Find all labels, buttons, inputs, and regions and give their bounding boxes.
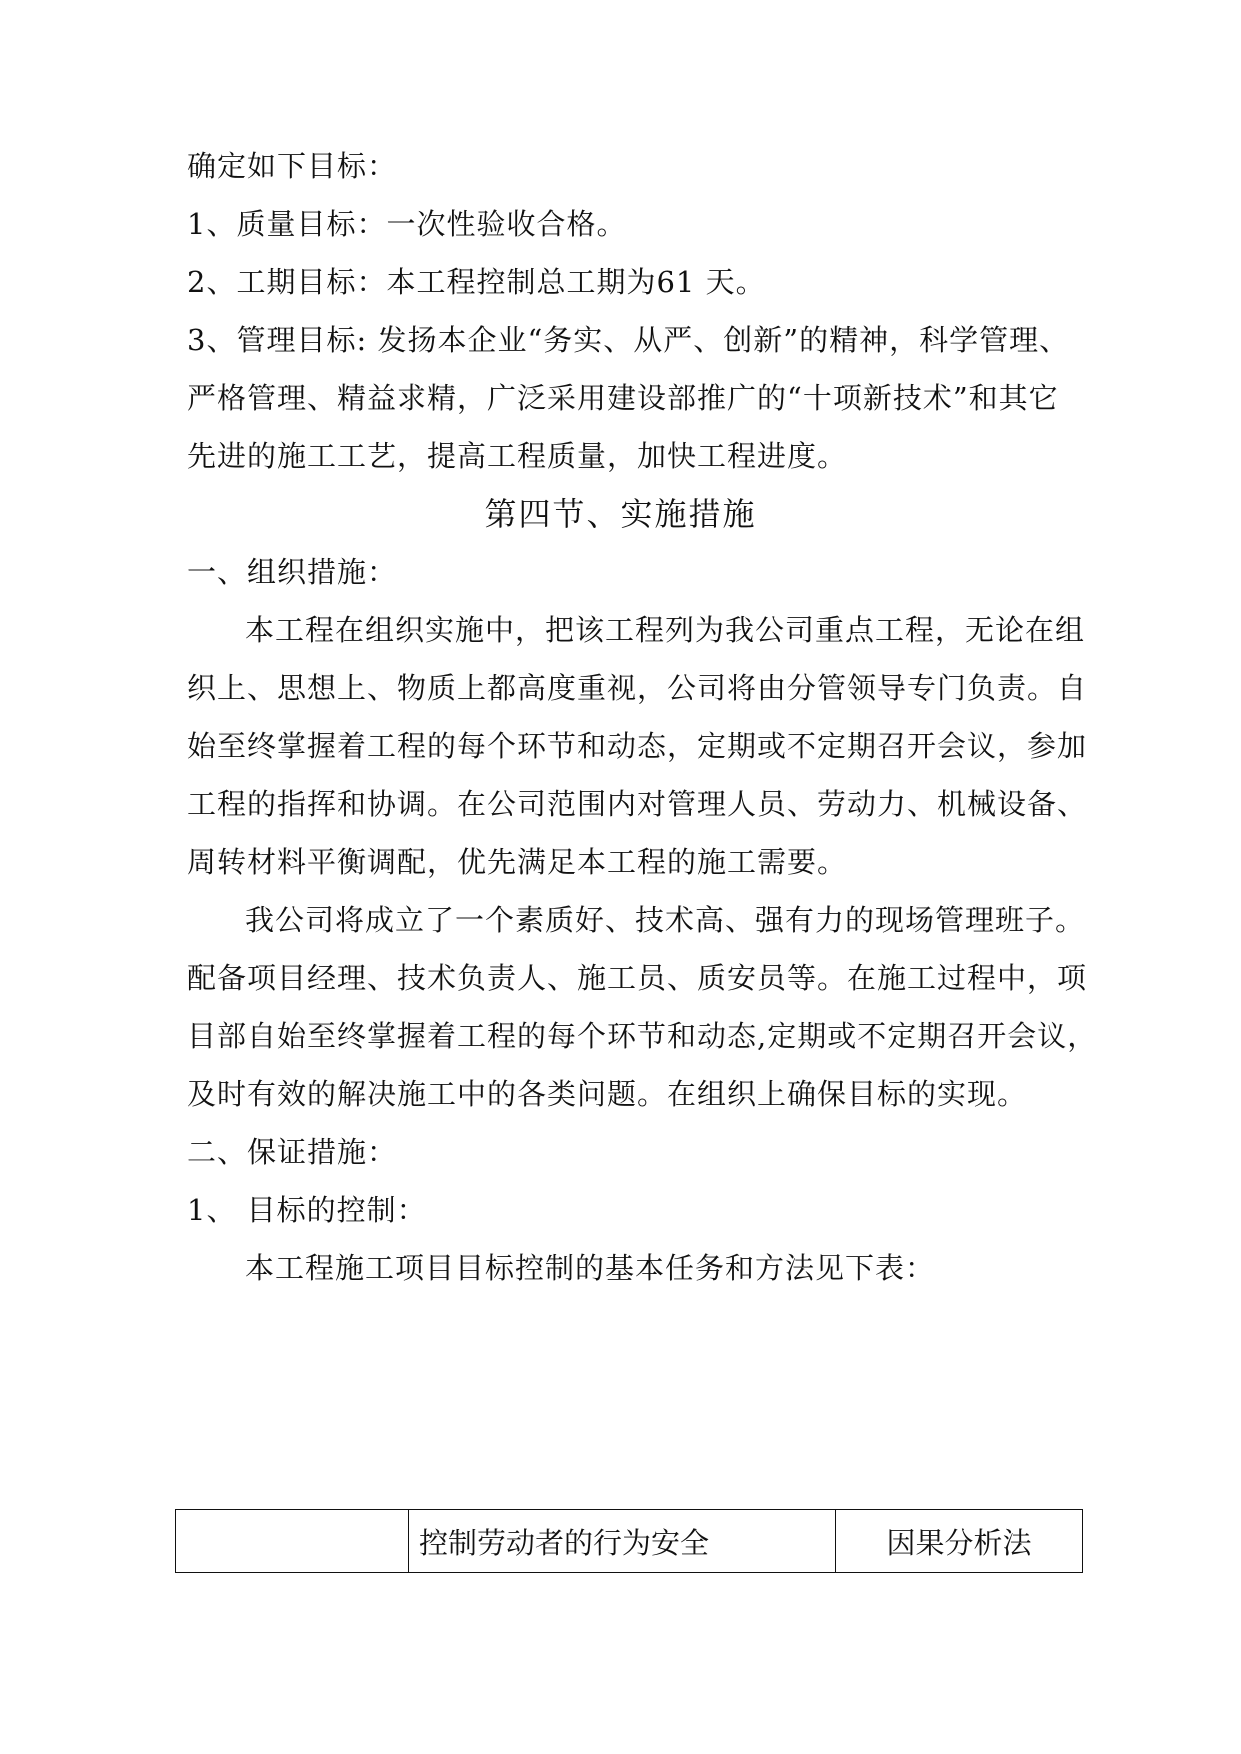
goal-quality: 1、质量目标：一次性验收合格。 bbox=[187, 207, 627, 241]
intro-line: 确定如下目标： bbox=[187, 149, 398, 183]
goal-schedule: 2、工期目标：本工程控制总工期为61 天。 bbox=[187, 265, 766, 299]
org-para1-line2: 织上、思想上、物质上都高度重视，公司将由分管领导专门负责。自 bbox=[187, 671, 1088, 705]
section-title: 第四节、实施措施 bbox=[484, 495, 757, 533]
org-para2-line3: 目部自始至终掌握着工程的每个环节和动态,定期或不定期召开会议， bbox=[187, 1019, 1098, 1053]
org-para2-line4: 及时有效的解决施工中的各类问题。在组织上确保目标的实现。 bbox=[187, 1077, 1028, 1111]
target-control-text: 本工程施工项目目标控制的基本任务和方法见下表： bbox=[245, 1251, 936, 1285]
table-cell-category bbox=[176, 1510, 409, 1573]
org-para1-line5: 周转材料平衡调配，优先满足本工程的施工需要。 bbox=[187, 845, 848, 879]
org-para1-line4: 工程的指挥和协调。在公司范围内对管理人员、劳动力、机械设备、 bbox=[187, 787, 1088, 821]
org-measures-title: 一、组织措施： bbox=[187, 555, 398, 589]
target-control-title: 1、 目标的控制： bbox=[187, 1193, 427, 1227]
table-cell-method: 因果分析法 bbox=[836, 1510, 1083, 1573]
goal-management-cont-2: 先进的施工工艺，提高工程质量，加快工程进度。 bbox=[187, 439, 848, 473]
org-para2-line2: 配备项目经理、技术负责人、施工员、质安员等。在施工过程中，项 bbox=[187, 961, 1088, 995]
table-row bbox=[176, 1510, 1083, 1573]
goal-management: 3、管理目标: 发扬本企业“务实、从严、创新”的精神，科学管理、 bbox=[187, 323, 1070, 357]
table-cell-task: 控制劳动者的行为安全 bbox=[409, 1510, 836, 1573]
goal-management-cont-1: 严格管理、精益求精，广泛采用建设部推广的“十项新技术”和其它 bbox=[187, 381, 1059, 415]
guarantee-measures-title: 二、保证措施： bbox=[187, 1135, 398, 1169]
org-para1-line1: 本工程在组织实施中，把该工程列为我公司重点工程，无论在组 bbox=[245, 613, 1086, 647]
org-para2-line1: 我公司将成立了一个素质好、技术高、强有力的现场管理班子。 bbox=[245, 903, 1086, 937]
control-methods-table bbox=[175, 1509, 1083, 1573]
org-para1-line3: 始至终掌握着工程的每个环节和动态，定期或不定期召开会议，参加 bbox=[187, 729, 1088, 763]
